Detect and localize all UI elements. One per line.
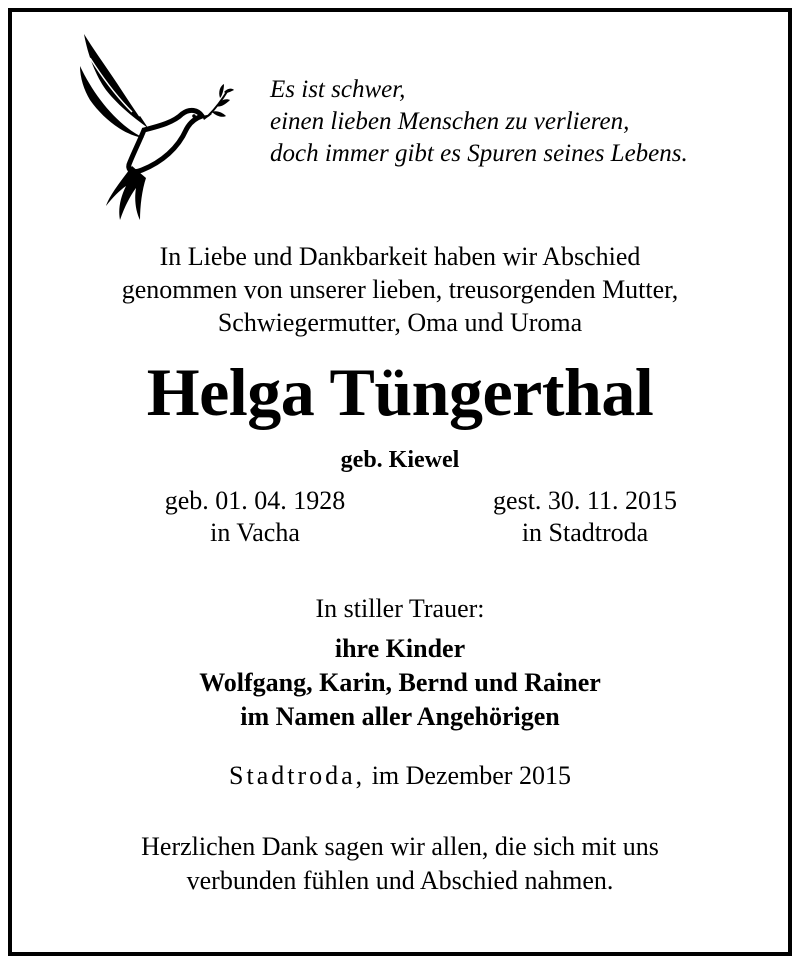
- quote-line: einen lieben Menschen zu verlieren,: [270, 108, 630, 135]
- mourning-heading: In stiller Trauer:: [315, 594, 485, 623]
- quote-line: Es ist schwer,: [270, 76, 406, 103]
- notice-date: im Dezember 2015: [371, 761, 571, 790]
- intro-line: genommen von unserer lieben, treusorgenden Mutter,: [121, 275, 679, 304]
- maiden-name: geb. Kiewel: [340, 447, 460, 473]
- death-info: [460, 485, 710, 549]
- mourner-line: im Namen aller Angehörigen: [240, 702, 560, 731]
- quote-block: [270, 74, 688, 170]
- birth-info: [130, 485, 380, 549]
- thanks-text: [0, 830, 800, 898]
- thanks-line: Herzlichen Dank sagen wir allen, die sich mit uns: [141, 832, 659, 861]
- intro-line: Schwiegermutter, Oma und Uroma: [217, 308, 583, 337]
- mourner-line: ihre Kinder: [334, 634, 466, 663]
- death-date: gest. 30. 11. 2015: [493, 486, 677, 515]
- birth-place: in Vacha: [210, 518, 300, 547]
- mourner-line: Wolfgang, Karin, Bernd und Rainer: [199, 668, 601, 697]
- thanks-line: verbunden fühlen und Abschied nahmen.: [186, 866, 614, 895]
- intro-text: [0, 240, 800, 339]
- place-date: [0, 760, 800, 792]
- birth-date: geb. 01. 04. 1928: [164, 486, 346, 515]
- place-name: Stadtroda,: [229, 761, 366, 790]
- quote-line: doch immer gibt es Spuren seines Lebens.: [270, 140, 688, 167]
- dove-icon: [70, 30, 235, 225]
- intro-line: In Liebe und Dankbarkeit haben wir Abschied: [159, 242, 641, 271]
- death-place: in Stadtroda: [521, 518, 649, 547]
- mourners-list: [0, 632, 800, 734]
- deceased-name: Helga Tüngerthal: [146, 354, 654, 430]
